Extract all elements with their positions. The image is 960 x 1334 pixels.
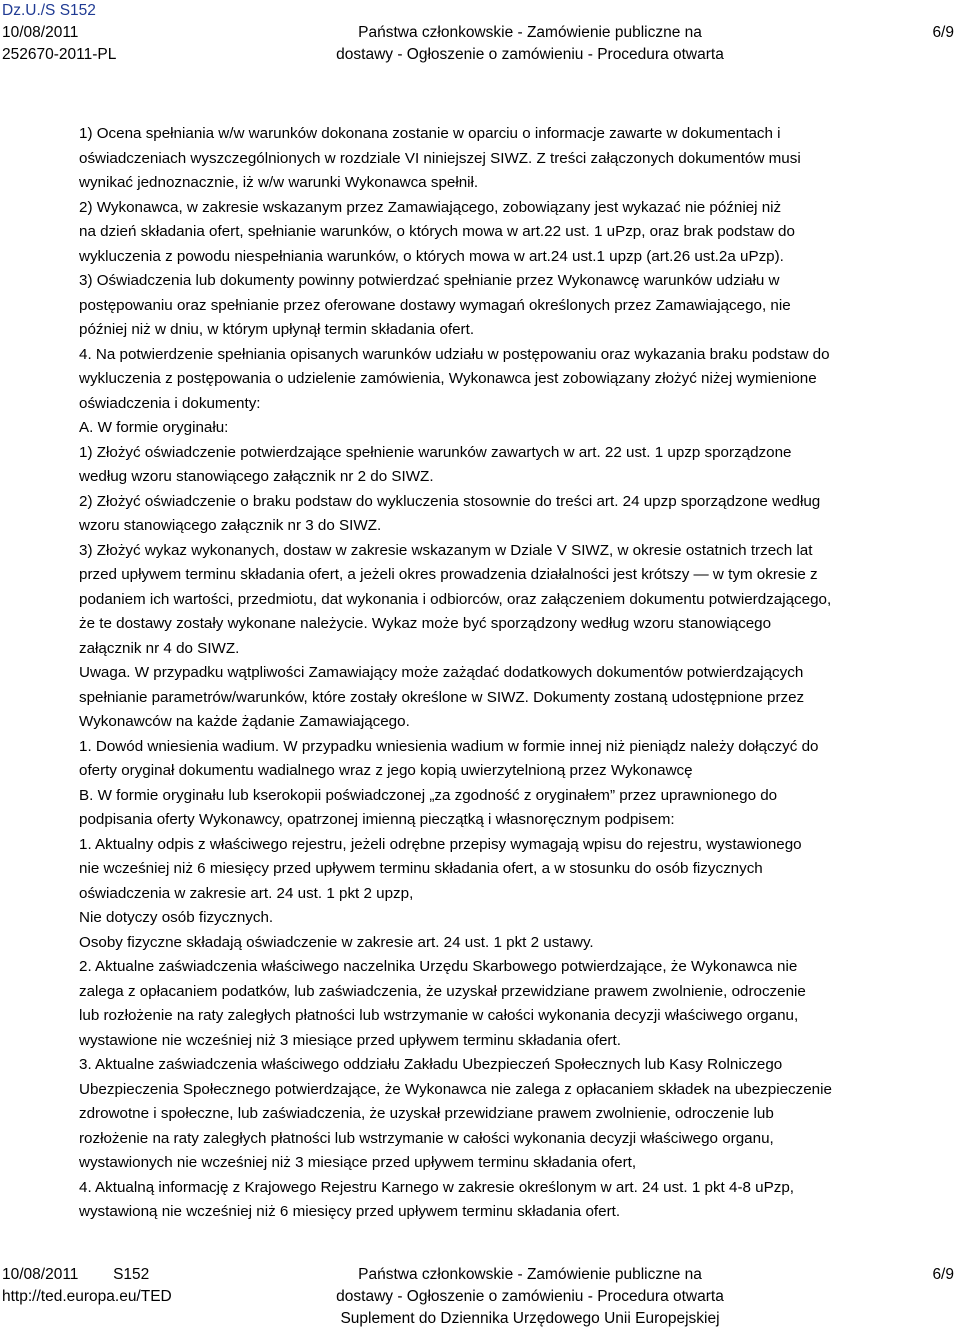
body-line: B. W formie oryginału lub kserokopii poświadczonej „za zgodność z oryginałem” przez uprawnionego do bbox=[79, 786, 778, 804]
body-line: wykluczenia z postępowania o udzielenie zamówienia, Wykonawca jest zobowiązany złożyć niżej wymienione bbox=[79, 370, 817, 387]
header-title-line1: Państwa członkowskie - Zamówienie publiczne na bbox=[358, 24, 702, 41]
doc-reference: Dz.U./S S152 bbox=[2, 2, 96, 19]
footer-url: http://ted.europa.eu/TED bbox=[2, 1288, 172, 1305]
body-line: A. W formie oryginału: bbox=[79, 419, 229, 436]
body-line: 3. Aktualne zaświadczenia właściwego oddziału Zakładu Ubezpieczeń Społecznych lub Kasy Rolniczego bbox=[79, 1056, 783, 1073]
body-line: 3) Oświadczenia lub dokumenty powinny potwierdzać spełnianie przez Wykonawcę warunków udziału w bbox=[79, 272, 780, 289]
body-line: że te dostawy zostały wykonane należycie. Wykaz może być sporządzony według wzoru stanowiącego bbox=[79, 615, 772, 632]
header-page-number: 6/9 bbox=[932, 24, 954, 41]
body-line: wystawionych nie wcześniej niż 3 miesiące przed upływem terminu składania ofert, bbox=[79, 1154, 637, 1171]
body-line: lub rozłożenie na raty zaległych płatności lub wstrzymanie w całości wykonania decyzji właściwego organu, bbox=[79, 1007, 799, 1024]
footer-title-line1: Państwa członkowskie - Zamówienie publiczne na bbox=[358, 1266, 702, 1283]
body-line: wynikać jednoznacznie, iż w/w warunki Wykonawca spełnił. bbox=[79, 174, 479, 191]
footer-title bbox=[300, 1264, 760, 1330]
header-title bbox=[300, 22, 760, 66]
header-date: 10/08/2011 bbox=[2, 24, 79, 41]
body-line: 1) Ocena spełniania w/w warunków dokonana zostanie w oparciu o informacje zawarte w dokumentach i bbox=[79, 125, 781, 142]
body-line: nie wcześniej niż 6 miesięcy przed upływem terminu składania ofert, a w stosunku do osób fizycznych bbox=[79, 860, 763, 877]
footer-date: 10/08/2011 bbox=[2, 1266, 79, 1283]
body-line: 2) Wykonawca, w zakresie wskazanym przez Zamawiającego, zobowiązany jest wykazać nie później niż bbox=[79, 198, 782, 216]
body-line: wzoru stanowiącego załącznik nr 3 do SIWZ. bbox=[79, 517, 382, 534]
body-line: podaniem ich wartości, przedmiotu, dat wykonania i odbiorców, oraz załączeniem dokumentu potwierdzającego, bbox=[79, 590, 832, 608]
body-line: Osoby fizyczne składają oświadczenie w zakresie art. 24 ust. 1 pkt 2 ustawy. bbox=[79, 933, 594, 951]
body-line: Wykonawców na każde żądanie Zamawiającego. bbox=[79, 713, 410, 730]
header-left bbox=[2, 0, 116, 66]
body-line: oświadczeniach wyszczególnionych w rozdziale VI niniejszej SIWZ. Z treści załączonych dokumentów musi bbox=[79, 149, 801, 167]
footer-left bbox=[2, 1264, 172, 1308]
body-line: podpisania oferty Wykonawcy, opatrzonej imienną pieczątką i własnoręcznym podpisem: bbox=[79, 811, 675, 828]
footer-title-line2: dostawy - Ogłoszenie o zamówieniu - Procedura otwarta bbox=[336, 1288, 724, 1305]
body-line: przed upływem terminu składania ofert, a jeżeli okres prowadzenia działalności jest krótszy — w tym okresie z bbox=[79, 566, 818, 583]
body-line: rozłożenie na raty zaległych płatności lub wstrzymanie w całości wykonania decyzji właściwego organu, bbox=[79, 1129, 774, 1147]
footer-series: S152 bbox=[113, 1266, 150, 1283]
header-title-line2: dostawy - Ogłoszenie o zamówieniu - Procedura otwarta bbox=[336, 46, 724, 63]
body-line: na dzień składania ofert, spełnianie warunków, o których mowa w art.22 ust. 1 uPzp, oraz brak podstaw do bbox=[79, 223, 795, 240]
body-line: 4. Na potwierdzenie spełniania opisanych warunków udziału w postępowaniu oraz wykazania braku podstaw do bbox=[79, 345, 830, 363]
body-line: 1. Dowód wniesienia wadium. W przypadku wniesienia wadium w formie innej niż pieniądz należy dołączyć do bbox=[79, 737, 819, 755]
body-line: wykluczenia z powodu niespełniania warunków, o których mowa w art.24 ust.1 upzp (art.26 ust.2a uPzp). bbox=[79, 247, 784, 265]
body-line: 2) Złożyć oświadczenie o braku podstaw do wykluczenia stosownie do treści art. 24 upzp sporządzone według bbox=[79, 492, 821, 510]
document-body bbox=[79, 122, 960, 1225]
body-line: oświadczenia w zakresie art. 24 ust. 1 pkt 2 upzp, bbox=[79, 884, 414, 902]
body-line: postępowaniu oraz spełnianie przez oferowane dostawy wymagań określonych przez Zamawiającego, nie bbox=[79, 296, 791, 314]
footer-page-number: 6/9 bbox=[932, 1266, 954, 1283]
body-line: oferty oryginał dokumentu wadialnego wraz z jego kopią uwierzytelnioną przez Wykonawcę bbox=[79, 762, 693, 779]
body-line: 4. Aktualną informację z Krajowego Rejestru Karnego w zakresie określonym w art. 24 ust. 1 pkt 4-8 uPzp, bbox=[79, 1178, 794, 1196]
body-line: 1. Aktualny odpis z właściwego rejestru, jeżeli odrębne przepisy wymagają wpisu do rejestru, wystawionego bbox=[79, 835, 802, 853]
body-line: Ubezpieczenia Społecznego potwierdzające, że Wykonawca nie zalega z opłacaniem składek na ubezpieczenie bbox=[79, 1080, 832, 1098]
body-line: spełnianie parametrów/warunków, które zostały określone w SIWZ. Dokumenty zostaną udostępnione przez bbox=[79, 688, 805, 706]
footer-title-line3: Suplement do Dziennika Urzędowego Unii Europejskiej bbox=[340, 1310, 720, 1327]
body-line: 2. Aktualne zaświadczenia właściwego naczelnika Urzędu Skarbowego potwierdzające, że Wykonawca nie bbox=[79, 958, 798, 975]
body-line: Uwaga. W przypadku wątpliwości Zamawiający może zażądać dodatkowych dokumentów potwierdzających bbox=[79, 664, 804, 681]
body-line: oświadczenia i dokumenty: bbox=[79, 394, 261, 412]
body-line: wystawione nie wcześniej niż 3 miesiące przed upływem terminu składania ofert. bbox=[79, 1031, 621, 1049]
body-line: zalega z opłacaniem podatków, lub zaświadczenia, że uzyskał przewidziane prawem zwolnienie, odroczenie bbox=[79, 982, 806, 1000]
notice-id: 252670-2011-PL bbox=[2, 46, 117, 63]
body-line: załącznik nr 4 do SIWZ. bbox=[79, 639, 240, 657]
body-line: zdrowotne i społeczne, lub zaświadczenia, że uzyskał przewidziane prawem zwolnienie, odroczenie lub bbox=[79, 1105, 774, 1122]
body-line: 1) Złożyć oświadczenie potwierdzające spełnienie warunków zawartych w art. 22 ust. 1 upzp sporządzone bbox=[79, 443, 792, 461]
body-line: Nie dotyczy osób fizycznych. bbox=[79, 909, 274, 926]
body-line: później niż w dniu, w którym upłynął termin składania ofert. bbox=[79, 321, 475, 338]
body-line: według wzoru stanowiącego załącznik nr 2 do SIWZ. bbox=[79, 468, 434, 485]
body-line: wystawioną nie wcześniej niż 6 miesięcy przed upływem terminu składania ofert. bbox=[79, 1203, 621, 1220]
body-line: 3) Złożyć wykaz wykonanych, dostaw w zakresie wskazanym w Dziale V SIWZ, w okresie ostatnich trzech lat bbox=[79, 541, 813, 559]
